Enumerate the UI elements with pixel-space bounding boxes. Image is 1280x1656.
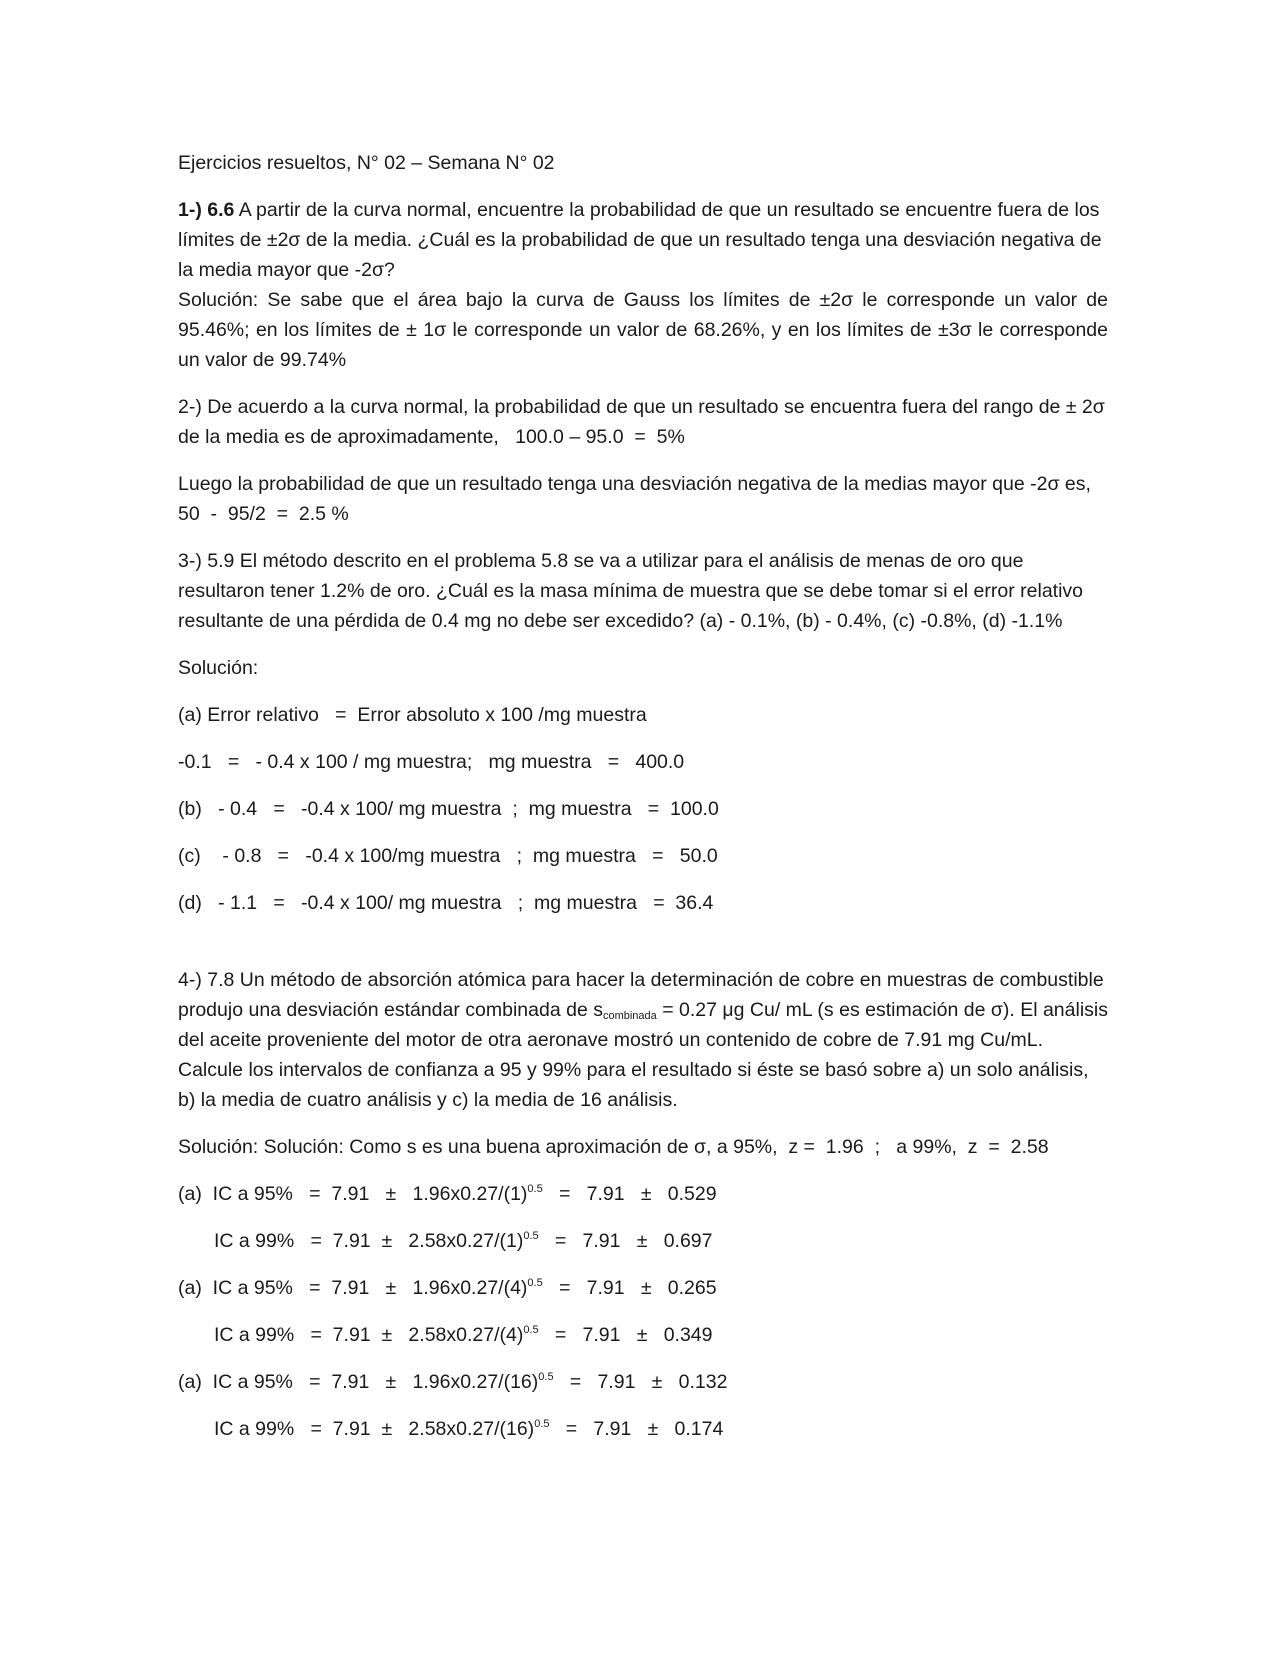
exercise-3-line: (c) - 0.8 = -0.4 x 100/mg muestra ; mg muestra = 50.0 [178, 845, 718, 867]
exercise-2 [178, 392, 1111, 529]
ci-exponent: 0.5 [523, 1230, 539, 1242]
exercise-4-question-part-1: 4-) 7.8 Un método de absorción atómica para hacer la determinación de cobre en muestras de combustible produjo una desviación estándar combinada de s [178, 969, 1104, 1021]
ci-row [178, 1320, 1108, 1350]
ci-row [178, 1367, 1108, 1397]
ci-expression: IC a 99% = 7.91 ± 2.58x0.27/(4) [214, 1324, 524, 1346]
exercise-4-question [178, 965, 1108, 1115]
exercise-4-question-part-2: = 0.27 μg Cu/ mL (s es estimación de σ). El análisis del aceite proveniente del motor de otra aeronave mostró un contenido de cobre de 7.91 mg Cu/mL. Calcule los intervalos de confianza a 95 y 99% para el resultado si éste se basó sobre a) un solo análisis, b) la media de cuatro análisis y c) la media de 16 análisis. [178, 999, 1108, 1111]
ci-exponent: 0.5 [523, 1324, 539, 1336]
section-spacer [178, 935, 1108, 965]
ci-row [178, 1226, 1108, 1256]
ci-result: = 7.91 ± 0.529 [542, 1183, 717, 1205]
ci-result: = 7.91 ± 0.174 [549, 1418, 724, 1440]
exercise-1-question-text: A partir de la curva normal, encuentre la probabilidad de que un resultado se encuentre fuera de los límites de ±2σ de la media. ¿Cuál es la probabilidad de que un resultado tenga una desviación negativa de la media mayor que -2σ? [178, 199, 1102, 281]
ci-exponent: 0.5 [527, 1183, 543, 1195]
combined-subscript: combinada [602, 1010, 657, 1022]
exercise-3-solution-label: Solución: [178, 657, 259, 679]
ci-row [178, 1273, 1108, 1303]
exercise-1-question [178, 195, 1108, 285]
ci-expression: (a) IC a 95% = 7.91 ± 1.96x0.27/(16) [178, 1371, 539, 1393]
ci-row [178, 1414, 1108, 1444]
exercise-2-paragraph-2: Luego la probabilidad de que un resultado tenga una desviación negativa de la medias mayor que -2σ es, 50 - 95/2 = 2.5 % [178, 473, 1102, 525]
exercise-1-solution: Solución: Se sabe que el área bajo la curva de Gauss los límites de ±2σ le corresponde un valor de 95.46%; en los límites de ± 1σ le corresponde un valor de 68.26%, y en los límites de ±3σ le corresponde un valor de 99.74% [178, 289, 1108, 371]
exercise-3 [178, 546, 1108, 918]
exercise-4-solution: Solución: Solución: Como s es una buena aproximación de σ, a 95%, z = 1.96 ; a 99%, z = 2.58 [178, 1136, 1049, 1158]
ci-exponent: 0.5 [534, 1418, 550, 1430]
exercise-2-paragraph-1: 2-) De acuerdo a la curva normal, la probabilidad de que un resultado se encuentra fuera del rango de ± 2σ de la media es de aproximadamente, 100.0 – 95.0 = 5% [178, 396, 1111, 448]
ci-result: = 7.91 ± 0.697 [538, 1230, 713, 1252]
exercise-3-question: 3-) 5.9 El método descrito en el problema 5.8 se va a utilizar para el análisis de menas de oro que resultaron tener 1.2% de oro. ¿Cuál es la masa mínima de muestra que se debe tomar si el error relativo resultante de una pérdida de 0.4 mg no debe ser excedido? (a) - 0.1%, (b) - 0.4%, (c) -0.8%, (d) -1.1% [178, 550, 1084, 632]
exercise-4 [178, 965, 1108, 1444]
ci-expression: IC a 99% = 7.91 ± 2.58x0.27/(16) [214, 1418, 535, 1440]
exercise-1 [178, 195, 1108, 375]
document-page [178, 148, 1111, 1461]
ci-exponent: 0.5 [527, 1277, 543, 1289]
exercise-3-line: (b) - 0.4 = -0.4 x 100/ mg muestra ; mg muestra = 100.0 [178, 798, 719, 820]
exercise-3-line: (a) Error relativo = Error absoluto x 100 /mg muestra [178, 704, 647, 726]
ci-result: = 7.91 ± 0.265 [542, 1277, 717, 1299]
ci-exponent: 0.5 [538, 1371, 554, 1383]
ci-result: = 7.91 ± 0.349 [538, 1324, 713, 1346]
document-title: Ejercicios resueltos, N° 02 – Semana N° 02 [178, 152, 555, 174]
exercise-1-label: 1-) 6.6 [178, 199, 235, 221]
ci-row [178, 1179, 1108, 1209]
ci-expression: (a) IC a 95% = 7.91 ± 1.96x0.27/(1) [178, 1183, 528, 1205]
exercise-3-line: (d) - 1.1 = -0.4 x 100/ mg muestra ; mg muestra = 36.4 [178, 892, 714, 914]
exercise-3-line: -0.1 = - 0.4 x 100 / mg muestra; mg muestra = 400.0 [178, 751, 685, 773]
ci-result: = 7.91 ± 0.132 [553, 1371, 728, 1393]
ci-expression: IC a 99% = 7.91 ± 2.58x0.27/(1) [214, 1230, 524, 1252]
ci-expression: (a) IC a 95% = 7.91 ± 1.96x0.27/(4) [178, 1277, 528, 1299]
